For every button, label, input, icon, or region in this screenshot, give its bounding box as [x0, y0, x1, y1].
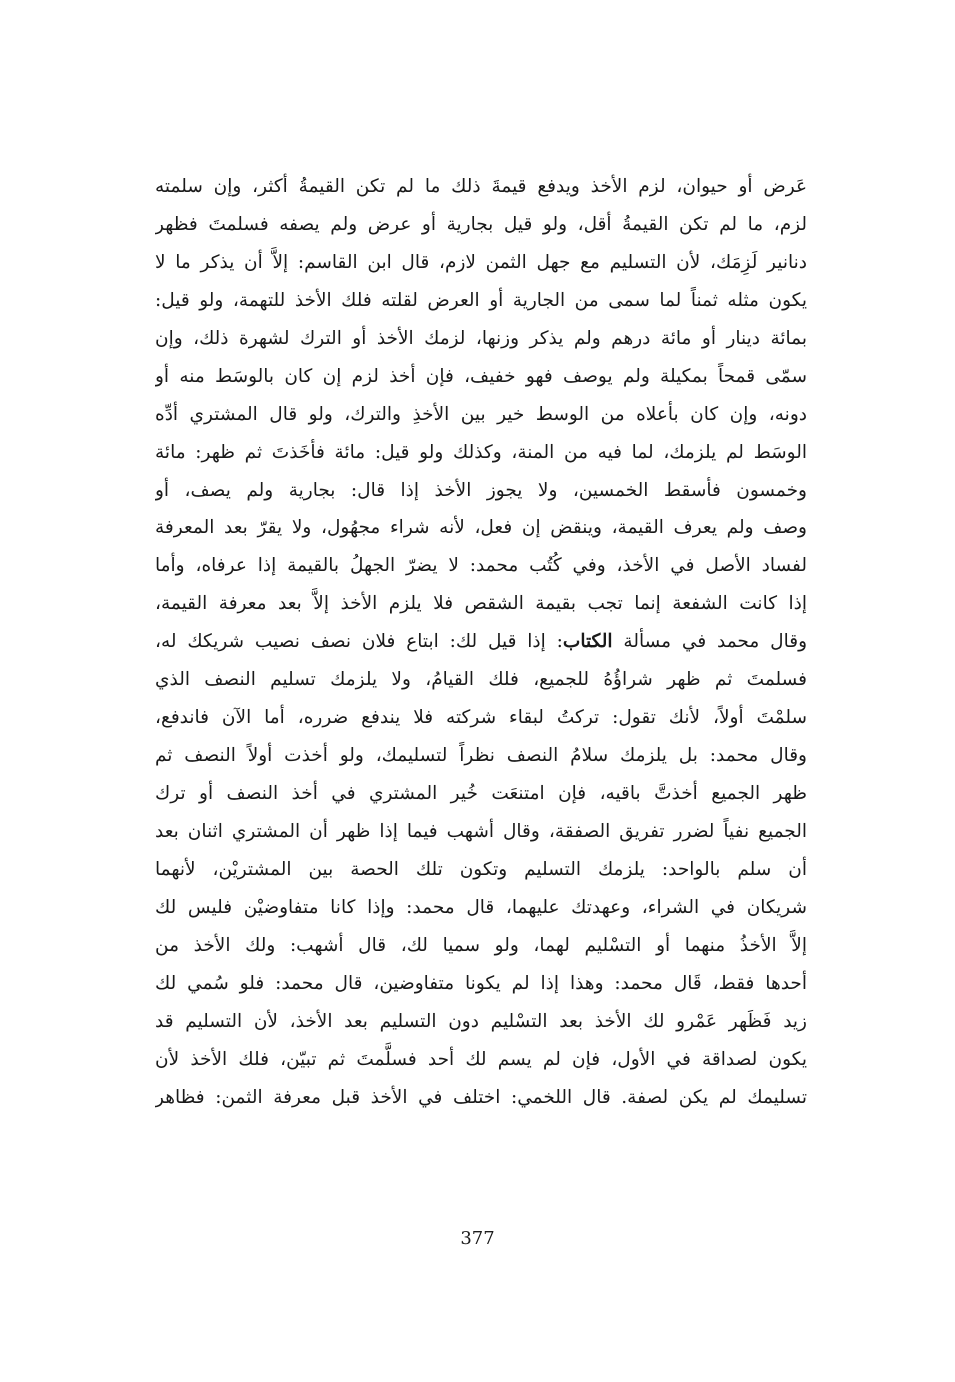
text-line-2: لزم، ما لم تكن القيمةُ أقل، ولو قيل بجارية أو عرض ولم يصفه فسلمتَ فظهر [155, 213, 807, 235]
text-line-15: سلمْتَ أولاً، لأنك تقول: تركتُ لبقاء شركته فلا يندفع ضرره، أما الآن فاندفع، [155, 707, 807, 729]
text-line-4: يكون مثله ثمناً لما سمى من الجارية أو العرض لقلته فلك الأخذ للتهمة، ولو قيل: [155, 289, 807, 311]
text-line-24: يكون لصداقة في الأول، فإن لم يسم لك أحد فسلَّمتَ ثم تبيّن، فلك الأخذ لأن [155, 1048, 807, 1070]
text-line-19: أن سلم بالواحد: يلزمك التسليم وتكون تلك الحصة بين المشتريْن، لأنهما [155, 858, 807, 880]
text-line-6: سمّى قمحاً بمكيلة ولم يوصف فهو خفيف، فإن أخذ لزم إن كان بالوسَط منه أو [155, 365, 807, 387]
text-line-11: لفساد الأصل في الأخذ، وفي كُتُب محمد: لا يضرّ الجهلُ بالقيمة إذا عرفاه، وأما [155, 555, 807, 577]
text-line-13 [155, 623, 807, 661]
page-number: 377 [460, 1228, 495, 1249]
text-line-1: عَرض أو حيوان، لزم الأخذ ويدفع قيمةَ ذلك ما لم تكن القيمةُ أكثر، وإن سلمته [155, 176, 807, 197]
text-line-3: دنانير لَزِمَك، لأن التسليم مع جهل الثمن لازم، قال ابن القاسم: إلاَّ أن يذكر ما لا [155, 251, 807, 273]
text-line-8: الوسَط لم يلزمك، لما فيه من المنة، وكذلك ولو قيل: مائة فأخَذتَ ثم ظهر: مائة [155, 441, 807, 463]
text-line-5: بمائة دينار أو مائة درهم ولم يذكر وزنها، لزمك الأخذ أو الترك لشهرة ذلك، وإن [155, 327, 807, 349]
text-line-22: أحدها فقط، قَال محمد: وهذا إذا لم يكونا متفاوضين، قال محمد: فلو سُمي لك [155, 972, 807, 994]
text-line-23: زيد فَظَهر عَمْرو لك الأخذ بعد التسْليم دون التسليم بعد الأخذ، لأن التسليم قد [155, 1010, 807, 1032]
text-line-14: فسلمتَ ثم ظهر شراؤُهُ للجميع، فلك القيامُ، ولا يلزمك تسليم النصف الذي [155, 669, 807, 691]
text-line-9: وخمسون فأسقط الخمسين، ولا يجوز الأخذ إذا قال: بجارية ولم يصف، أو [155, 479, 807, 501]
text-line-16: وقال محمد: بل يلزمك سلامُ النصف نظراً لتسليمك، ولو أخذت أولاً النصف ثم [155, 745, 807, 767]
book-title-bold: الكتاب [562, 631, 613, 653]
text-line-21: إلاَّ الأخذُ منهما أو التسْليم لهما، ولو سميا لك، قال أشهب: ولك الأخذ من [155, 934, 807, 956]
text-line-7: دونه، وإن كان بأعلاه من الوسط خير بين الأخذِ والترك، ولو قال المشتري أدِّه [155, 403, 807, 425]
text-line-20: شريكان في الشراء، وعهدتك عليهما، قال محمد: وإذا كانا متفاوضيْن فليس لك [155, 896, 807, 918]
text-line-25: تسليمك لم يكن لصفة. قال اللخمي: اختلف في الأخذ قبل معرفة الثمن: فظاهر [155, 1086, 807, 1108]
line-13-after: : إذا قيل لك: ابتاع فلان نصف نصيب شريكك له، [155, 631, 563, 653]
text-line-18: الجميع نفياً لضرر تفريق الصفقة، وقال أشهب فيما إذا ظهر أن المشتري اثنان بعد [155, 820, 807, 842]
body-text [155, 168, 807, 1116]
line-13-before: وقال محمد في مسألة [612, 631, 807, 653]
text-line-17: ظهر الجميع أخذتَّ باقيه، فإن امتنعَت خُير المشتري في أخذ النصف أو ترك [155, 783, 807, 804]
text-line-12: إذا كانت الشفعة إنما تجب بقيمة الشقص فلا يلزم الأخذ إلاَّ بعد معرفة القيمة، [155, 593, 807, 615]
text-line-10: وصف ولم يعرف القيمة، وينقض إن فعل، لأنه شراء مجهُول، ولا يقرّ بعد المعرفة [155, 517, 807, 539]
